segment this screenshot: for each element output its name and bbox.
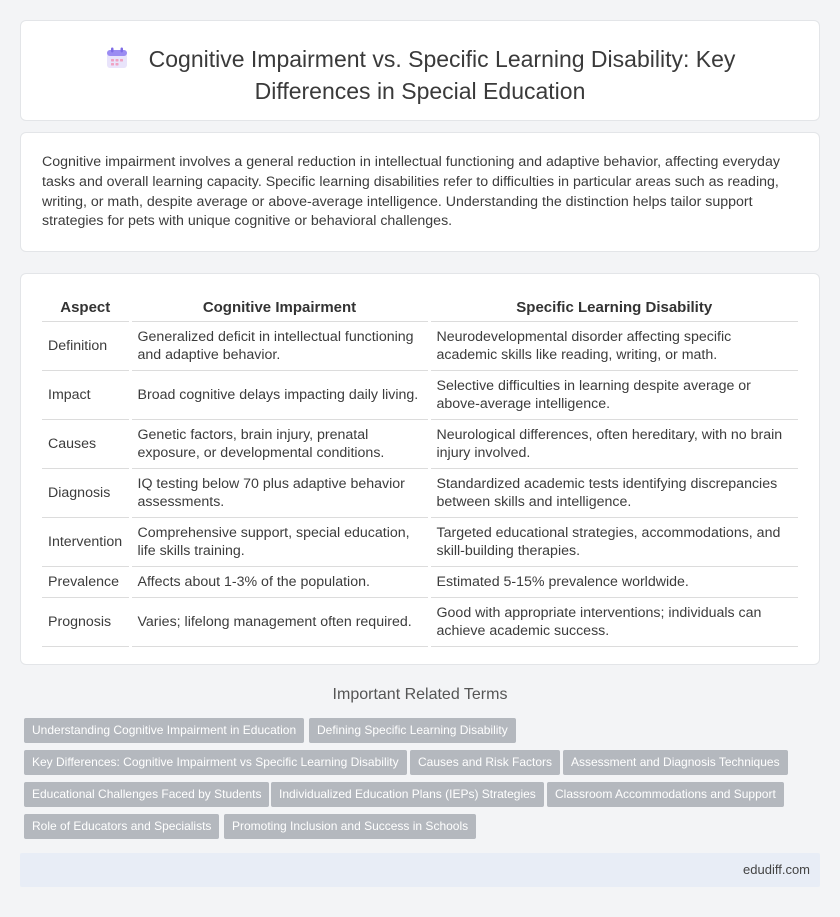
page-title bbox=[21, 45, 819, 106]
cell-learning: Selective difficulties in learning despite average or above-average intelligence. bbox=[429, 370, 798, 419]
table-row bbox=[42, 566, 798, 597]
table-row bbox=[42, 419, 798, 468]
cell-cognitive: Broad cognitive delays impacting daily living. bbox=[130, 370, 429, 419]
table-row bbox=[42, 468, 798, 517]
related-tag[interactable]: Assessment and Diagnosis Techniques bbox=[563, 750, 788, 775]
table-row bbox=[42, 597, 798, 646]
cell-cognitive: Varies; lifelong management often required. bbox=[130, 597, 429, 646]
table-row bbox=[42, 517, 798, 566]
cell-learning: Targeted educational strategies, accommodations, and skill-building therapies. bbox=[429, 517, 798, 566]
related-tag[interactable]: Individualized Education Plans (IEPs) Strategies bbox=[271, 782, 544, 807]
related-terms-title: Important Related Terms bbox=[332, 686, 508, 703]
cell-learning: Neurological differences, often hereditary, with no brain injury involved. bbox=[429, 419, 798, 468]
comparison-table-card bbox=[20, 273, 820, 665]
comparison-table bbox=[42, 295, 798, 647]
cell-learning: Good with appropriate interventions; individuals can achieve academic success. bbox=[429, 597, 798, 646]
table-header-row bbox=[42, 295, 798, 321]
cell-learning: Estimated 5-15% prevalence worldwide. bbox=[429, 566, 798, 597]
cell-cognitive: IQ testing below 70 plus adaptive behavior assessments. bbox=[130, 468, 429, 517]
cell-cognitive: Genetic factors, brain injury, prenatal exposure, or developmental conditions. bbox=[130, 419, 429, 468]
cell-cognitive: Generalized deficit in intellectual functioning and adaptive behavior. bbox=[130, 321, 429, 370]
related-tag[interactable]: Role of Educators and Specialists bbox=[24, 814, 219, 839]
related-tag[interactable]: Promoting Inclusion and Success in Schools bbox=[224, 814, 476, 839]
table-row bbox=[42, 321, 798, 370]
intro-card bbox=[20, 132, 820, 252]
footer bbox=[20, 853, 820, 887]
cell-aspect: Prevalence bbox=[42, 566, 130, 597]
cell-aspect: Impact bbox=[42, 370, 130, 419]
calendar-icon bbox=[105, 46, 129, 77]
cell-cognitive: Affects about 1-3% of the population. bbox=[130, 566, 429, 597]
related-tag[interactable]: Defining Specific Learning Disability bbox=[309, 718, 516, 743]
title-line-1: Cognitive Impairment vs. Specific Learning Disability: Key bbox=[148, 46, 736, 72]
footer-site[interactable]: edudiff.com bbox=[743, 862, 810, 877]
related-tag[interactable]: Understanding Cognitive Impairment in Education bbox=[24, 718, 304, 743]
cell-learning: Standardized academic tests identifying discrepancies between skills and intelligence. bbox=[429, 468, 798, 517]
related-tag[interactable]: Educational Challenges Faced by Students bbox=[24, 782, 269, 807]
table-row bbox=[42, 370, 798, 419]
cell-learning: Neurodevelopmental disorder affecting specific academic skills like reading, writing, or math. bbox=[429, 321, 798, 370]
cell-aspect: Definition bbox=[42, 321, 130, 370]
related-tag[interactable]: Causes and Risk Factors bbox=[410, 750, 560, 775]
cell-aspect: Diagnosis bbox=[42, 468, 130, 517]
header-cognitive-impairment: Cognitive Impairment bbox=[130, 295, 429, 321]
header-card bbox=[20, 20, 820, 121]
intro-text: Cognitive impairment involves a general reduction in intellectual functioning and adaptive behavior, affecting everyday tasks and overall learning capacity. Specific learning disabilities refer to difficulties in particular areas such as reading, writing, or math, despite average or above-average intelligence. Understanding the distinction helps tailor support strategies for pets with unique cognitive or behavioral challenges. bbox=[42, 154, 780, 230]
cell-cognitive: Comprehensive support, special education, life skills training. bbox=[130, 517, 429, 566]
cell-aspect: Causes bbox=[42, 419, 130, 468]
related-tag[interactable]: Classroom Accommodations and Support bbox=[547, 782, 784, 807]
cell-aspect: Prognosis bbox=[42, 597, 130, 646]
title-line-2: Differences in Special Education bbox=[254, 78, 586, 104]
related-tag[interactable]: Key Differences: Cognitive Impairment vs Specific Learning Disability bbox=[24, 750, 407, 775]
header-aspect: Aspect bbox=[42, 295, 130, 321]
header-specific-learning-disability: Specific Learning Disability bbox=[429, 295, 798, 321]
cell-aspect: Intervention bbox=[42, 517, 130, 566]
